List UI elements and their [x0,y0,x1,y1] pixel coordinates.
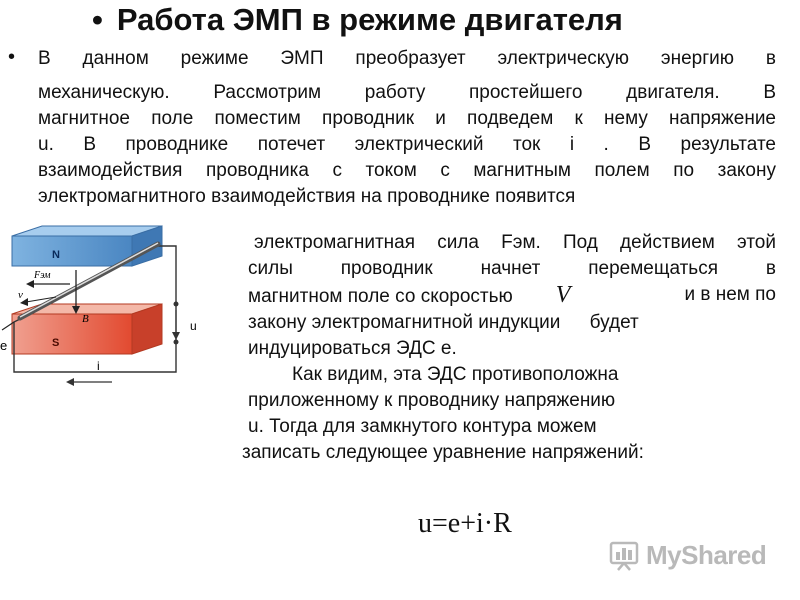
myshared-logo-icon [608,538,642,572]
voltage-arrowhead [172,332,180,340]
label-v: v [18,289,23,301]
paragraph-bullet: • [8,46,16,68]
current-arrowhead [66,378,74,386]
label-u: u [190,319,197,333]
para2-line-6: Как видим, эта ЭДС противоположна [292,364,619,385]
para1-line-4: u. В проводнике потечет электрический ток i . В результате [38,134,776,155]
para2-line-3b: и в нем по [684,284,776,305]
label-fem: Fэм [34,270,51,281]
label-s: S [52,337,60,349]
para1-line-6: электромагнитного взаимодействия на проводнике появится [38,186,576,207]
para1-line-3: магнитное поле поместим проводник и подведем к нему напряжение [38,108,776,129]
para2-line-3 [248,282,776,310]
para2-line-9: записать следующее уравнение напряжений: [242,442,644,463]
para2-line-4b: будет [589,312,639,333]
para1-line-2: механическую. Рассмотрим работу простейшего двигателя. В [38,82,776,103]
motor-diagram [0,222,245,402]
para1-line-1: В данном режиме ЭМП преобразует электрическую энергию в [38,48,776,69]
intro-paragraph [38,46,776,210]
label-i: i [97,359,100,373]
label-n: N [52,249,60,261]
terminal-bottom [174,340,179,345]
para2-line-3a: магнитном поле со скоростью [248,286,513,307]
para2-line-1: электромагнитная сила Fэм. Под действием этой [254,232,776,253]
para2-line-2: силы проводник начнет перемещаться в [248,258,776,279]
para2-line-7: приложенному к проводнику напряжению [248,390,616,411]
label-b: B [82,313,89,325]
para1-line-5: взаимодействия проводника с током с магнитным полем по закону [38,160,776,181]
title-bullet: • [92,2,103,37]
slide-title [92,2,623,38]
para2-line-4 [248,310,776,336]
para2-line-8: u. Тогда для замкнутого контура можем [248,416,597,437]
title-text: Работа ЭМП в режиме двигателя [116,2,623,37]
para2-line-5: индуцироваться ЭДС е. [248,338,457,359]
para2-line-4a: закону электромагнитной индукции [248,312,561,333]
watermark-text: MyShared [646,539,767,570]
terminal-top [174,302,179,307]
continued-paragraph [242,230,776,466]
watermark [608,536,778,574]
velocity-symbol: V [555,282,571,308]
force-arrowhead [26,280,34,288]
voltage-equation: u=e+i·R [418,508,512,539]
magnet-north [12,226,162,266]
label-e: e [0,338,8,353]
